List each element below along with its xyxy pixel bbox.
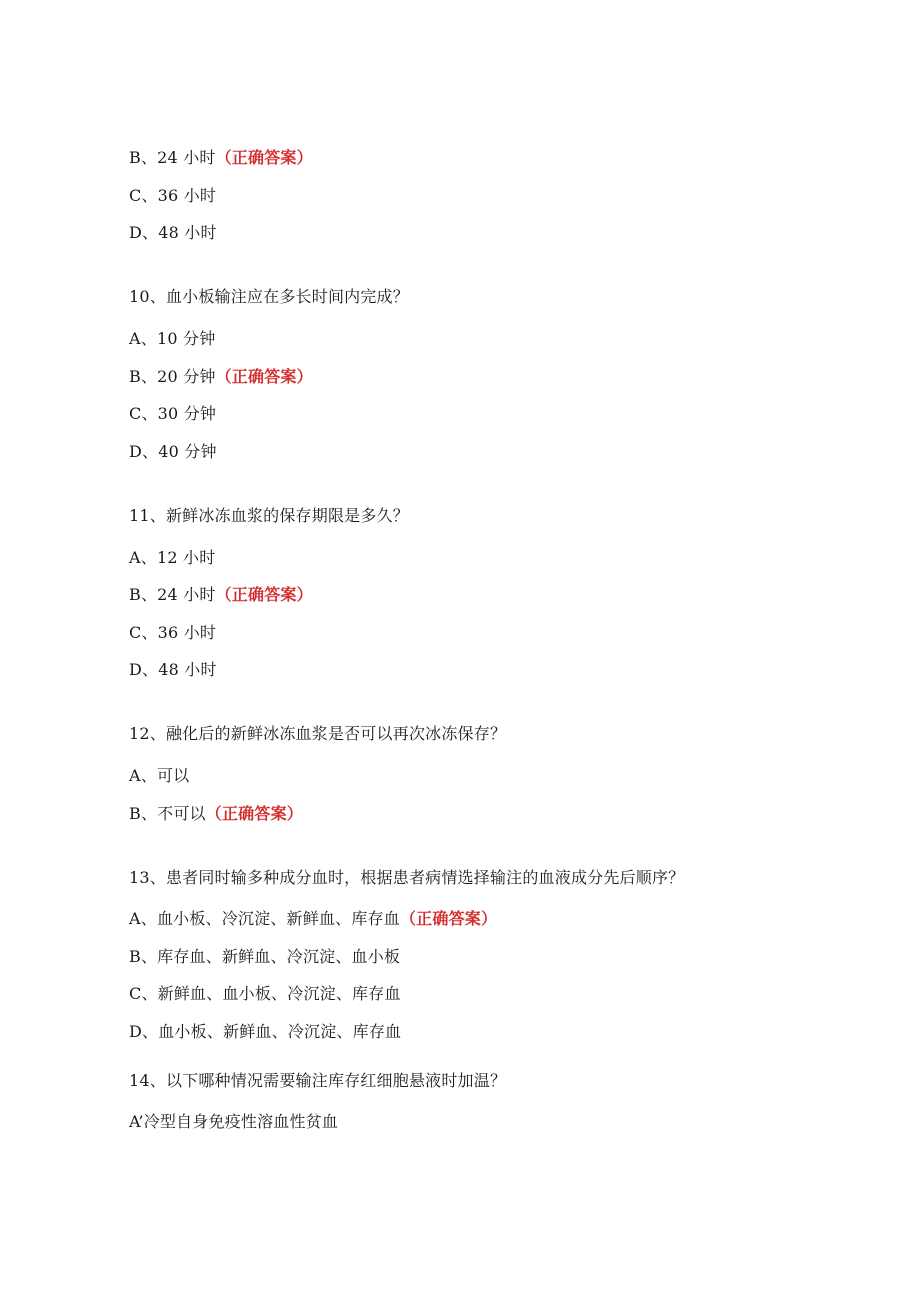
q12-option-a: A、可以: [129, 766, 190, 785]
q11-option-d: D、48 小时: [129, 660, 217, 679]
q13-option-c: C、新鲜血、血小板、冷沉淀、库存血: [129, 984, 401, 1003]
option-text: A、血小板、冷沉淀、新鲜血、库存血: [129, 909, 400, 928]
q13-question: 13、患者同时输多种成分血时，根据患者病情选择输注的血液成分先后顺序？: [129, 868, 685, 887]
q10-option-a: A、10 分钟: [129, 329, 216, 348]
option-text: B、不可以: [129, 804, 206, 823]
q10-question: 10、血小板输注应在多长时间内完成？: [129, 287, 409, 306]
correct-answer-mark: （正确答案）: [215, 585, 313, 604]
correct-answer-mark: （正确答案）: [215, 148, 313, 167]
q11-option-c: C、36 小时: [129, 623, 217, 642]
q14-question: 14、以下哪种情况需要输注库存红细胞悬液时加温？: [129, 1071, 507, 1090]
q10-option-d: D、40 分钟: [129, 442, 217, 461]
q13-option-a: [129, 908, 497, 930]
correct-answer-mark: （正确答案）: [399, 909, 498, 928]
q10-option-c: C、30 分钟: [129, 404, 217, 423]
q13-option-d: D、血小板、新鲜血、冷沉淀、库存血: [129, 1022, 402, 1041]
q9-option-d: D、48 小时: [129, 223, 217, 242]
q11-option-b: [129, 584, 313, 606]
q14-option-a: A’冷型自身免疫性溶血性贫血: [129, 1112, 339, 1131]
correct-answer-mark: （正确答案）: [205, 804, 303, 823]
q13-option-b: B、库存血、新鲜血、冷沉淀、血小板: [129, 947, 401, 966]
q9-option-c: C、36 小时: [129, 186, 217, 205]
correct-answer-mark: （正确答案）: [215, 367, 313, 386]
q9-option-b: [129, 147, 313, 169]
q11-question: 11、新鲜冰冻血浆的保存期限是多久？: [129, 506, 409, 525]
option-text: B、20 分钟: [129, 367, 216, 386]
option-text: B、24 小时: [129, 585, 216, 604]
q12-option-b: [129, 803, 303, 825]
q10-option-b: [129, 366, 313, 388]
option-text: B、24 小时: [129, 148, 216, 167]
q11-option-a: A、12 小时: [129, 548, 216, 567]
q12-question: 12、融化后的新鲜冰冻血浆是否可以再次冰冻保存？: [129, 724, 507, 743]
